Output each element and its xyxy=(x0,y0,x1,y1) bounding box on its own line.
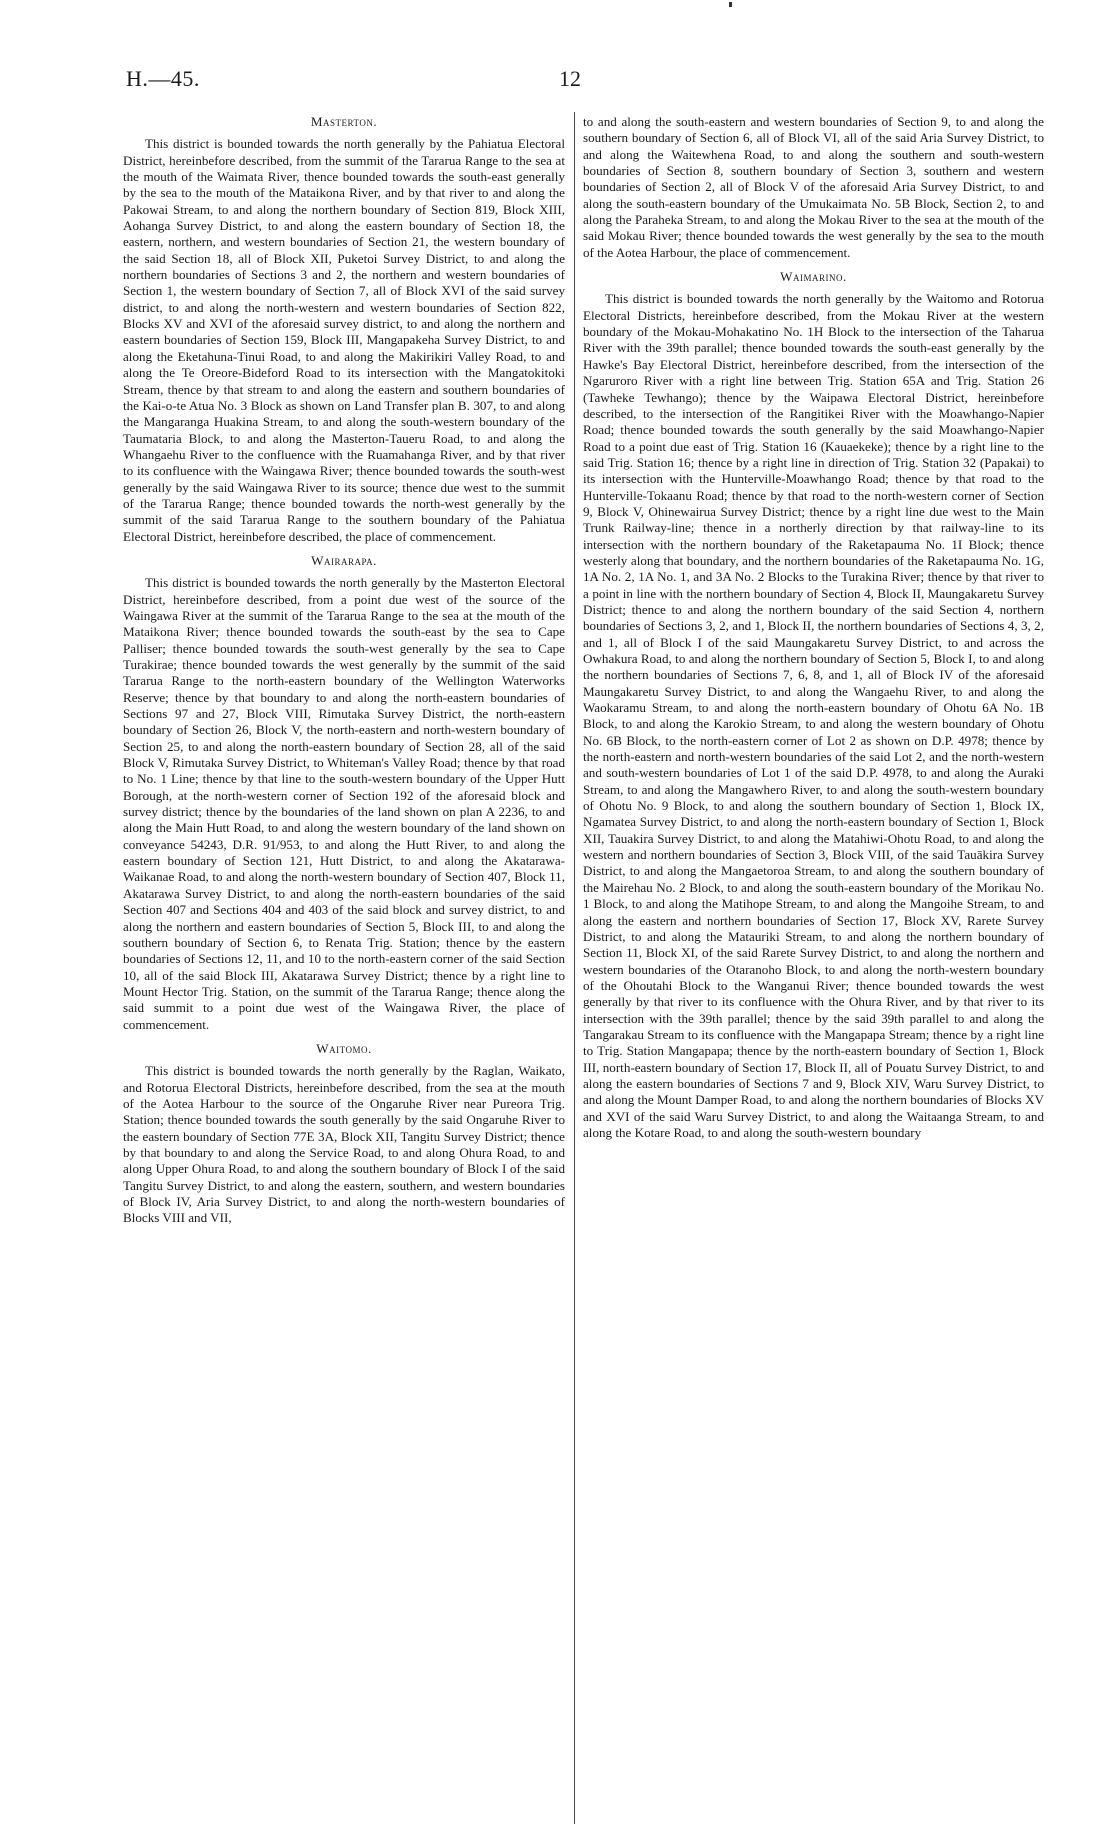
section-body: This district is bounded towards the north generally by the Masterton Electoral District, hereinbefore described, from a point due west of the source of the Waingawa River at the summit of the Tararua Range to the sea at the mouth of the Mataikona River; thence bounded towards the south-east by the sea to Cape Palliser; thence bounded towards the south-west generally by the sea to Cape Turakirae; thence bounded towards the west generally by the summit of the said Tararua Range to the north-eastern boundary of the Wellington Waterworks Reserve; thence by that boundary to and along the north-eastern boundaries of Sections 97 and 27, Block VIII, Rimutaka Survey District, the north-eastern boundary of Section 26, Block V, the north-eastern and north-western boundary of Section 25, to and along the north-eastern boundary of Section 28, all of the said Block V, Rimutaka Survey District, to Whiteman's Valley Road; thence by that road to No. 1 Line; thence by that line to the south-western boundary of the Upper Hutt Borough, at the north-western corner of Section 192 of the aforesaid block and survey district; thence by the boundaries of the land shown on plan A 2236, to and along the Main Hutt Road, to and along the western boundary of the land shown on conveyance 54243, D.R. 91/953, to and along the Hutt River, to and along the eastern boundary of Section 121, Hutt District, to and along the Akatarawa-Waikanae Road, to and along the north-western boundary of Section 407, Block 11, Akatarawa Survey District, to and along the north-eastern boundaries of the said Section 407 and Sections 404 and 403 of the said block and survey district, to and along the northern and eastern boundaries of Section 5, Block III, to and along the southern boundary of Section 6, to Renata Trig. Station; thence by the eastern boundaries of Sections 12, 11, and 10 to the north-eastern corner of the said Section 10, all of the said Block III, Akatarawa Survey District; thence by a right line to Mount Hector Trig. Station, on the summit of the Tararua Range; thence along the said summit to a point due west of the Waingawa River, the place of commencement. xyxy=(123,575,565,1032)
section-body-continuation: to and along the south-eastern and western boundaries of Section 9, to and along the southern boundary of Section 6, all of Block VI, all of the said Aria Survey District, to and along the Waitewhena Road, to and along the southern and south-western boundaries of Section 8, southern boundary of Section 3, southern and western boundaries of Section 2, all of Block V of the aforesaid Aria Survey District, to and along the south-eastern boundary of the Umukaimata No. 5B Block, Section 2, to and along the Paraheka Stream, to and along the Mokau River to the sea at the mouth of the said Mokau River; thence bounded towards the west generally by the sea to the mouth of the Aotea Harbour, the place of commencement. xyxy=(583,114,1044,260)
section-heading: Wairarapa. xyxy=(311,552,377,568)
section-heading: Masterton. xyxy=(310,114,378,129)
section-waimarino xyxy=(583,269,1044,1141)
stray-ink-mark xyxy=(729,2,732,7)
section-waitomo xyxy=(123,1041,565,1227)
left-column xyxy=(123,114,565,1824)
section-body: This district is bounded towards the north generally by the Waitomo and Rotorua Electoral Districts, hereinbefore described, from the Mokau River at the western boundary of the Mokau-Mohakatino No. 1H Block to the intersection of the Taharua River with the 39th parallel; thence bounded towards the south-east generally by the Hawke's Bay Electoral District, hereinbefore described, from the intersection of the Ngaruroro River with a right line between Trig. Station 65A and Trig. Station 26 (Tawheke Tewhango); thence by the Waipawa Electoral District, hereinbefore described, to the intersection of the Rangitikei River with the Moawhango-Napier Road; thence bounded towards the south generally by the said Moawhango-Napier Road to a point due east of Trig. Station 16 (Kauaekeke); thence by a right line to the said Trig. Station 16; thence by a right line in direction of Trig. Station 32 (Papakai) to its intersection with the Hunterville-Moawhango Road; thence by that road to the Hunterville-Tokaanu Road; thence by that road to the north-western corner of Section 9, Block V, Ohinewairua Survey District; thence by a right line due west to the Main Trunk Railway-line; thence in a northerly direction by that railway-line to its intersection with the northern boundary of the Raketapauma No. 1I Block; thence westerly along that boundary, and the northern boundaries of the Raketapauma No. 1G, 1A No. 2, 1A No. 1, and 3A No. 2 Blocks to the Turakina River; thence by that river to a point in line with the northern boundary of Section 4, Block II, Maungakaretu Survey District; thence to and along the northern boundary of the said Section 4, northern boundaries of Sections 3, 2, and 1, Block II, the northern boundaries of Sections 4, 3, 2, and 1, all of Block I of the said Maungakaretu Survey District, to and across the Owhakura Road, to and along the northern boundary of Section 5, Block I, to and along the northern boundaries of Sections 7, 6, 8, and 1, all of Block IV of the aforesaid Maungakaretu Survey District, to and along the Wangaehu River, to and along the Waokaramu Stream, to and along the north-eastern boundary of Ohotu 6A No. 1B Block, to and along the Karokio Stream, to and along the western boundary of Ohotu No. 6B Block, to the north-eastern corner of Lot 2 as shown on D.P. 4978; thence by the north-eastern and north-western boundaries of the said Lot 2, and the north-western and south-western boundaries of Lot 1 of the said D.P. 4978, to and along the Auraki Stream, to and along the Mangawhero River, to and along the south-western boundary of Ohotu No. 9 Block, to and along the southern boundary of Section 1, Block IX, Ngamatea Survey District, to and along the north-eastern boundary of Section 1, Block XII, Tauakira Survey District, to and along the Matahiwi-Ohotu Road, to and along the western and northern boundaries of Section 3, Block VIII, of the said Tauākira Survey District, to and along the Mangaetoroa Stream, to and along the southern boundary of the Mairehau No. 2 Block, to and along the south-eastern boundary of the Morikau No. 1 Block, to and along the Matihope Stream, to and along the Mangoihe Stream, to and along the eastern and northern boundaries of Section 17, Block XV, Rarete Survey District, to and along the Matauriki Stream, to and along the northern boundary of Section 11, Block XI, of the said Rarete Survey District, to and along the northern and western boundaries of the Otaranoho Block, to and along the north-western boundary of the Ohoutahi Block to the Wanganui River; thence bounded towards the west generally by that river to its confluence with the Ohura River, and by that river to its intersection with the 39th parallel; thence by the said 39th parallel to and along the Tangarakau Stream to its confluence with the Mangapapa Stream; thence by a right line to Trig. Station Mangapapa; thence by the north-eastern boundary of Section 1, Block III, north-eastern boundary of Section 17, Block II, all of Pouatu Survey District, to and along the eastern boundaries of Sections 7 and 9, Block XIV, Waru Survey District, to and along the Mount Damper Road, to and along the northern boundaries of Blocks XV and XVI of the said Waru Survey District, to and along the Waitaanga Stream, to and along the Kotare Road, to and along the south-western boundary xyxy=(583,291,1044,1140)
section-body: This district is bounded towards the north generally by the Raglan, Waikato, and Rotorua Electoral Districts, hereinbefore described, from the sea at the mouth of the Aotea Harbour to the source of the Ongaruhe River near Pureora Trig. Station; thence bounded towards the south generally by the said Ongaruhe River to the eastern boundary of Section 77E 3A, Block XII, Tangitu Survey District; thence by that boundary to and along the Service Road, to and along Ohura Road, to and along Upper Ohura Road, to and along the southern boundary of Block I of the said Tangitu Survey District, to and along the eastern, southern, and western boundaries of Block IV, Aria Survey District, to and along the north-western boundaries of Blocks VIII and VII, xyxy=(123,1063,565,1226)
section-waitomo-continued xyxy=(583,114,1044,261)
page-header xyxy=(0,66,1114,96)
right-column xyxy=(583,114,1044,1824)
section-heading: Waimarino. xyxy=(780,269,847,285)
column-divider xyxy=(574,112,575,1824)
page-number: 12 xyxy=(559,66,581,91)
section-body: This district is bounded towards the north generally by the Pahiatua Electoral District, hereinbefore described, from the summit of the Tararua Range to the sea at the mouth of the Waimata River, thence bounded towards the south-east generally by the sea to the mouth of the Mataikona River, and by that river to and along the Pakowai Stream, to and along the northern boundary of Section 819, Block XIII, Aohanga Survey District, to and along the eastern boundary of Section 18, the eastern, northern, and western boundaries of Section 21, the western boundary of the said Section 18, all of Block XII, Puketoi Survey District, to and along the northern boundaries of Sections 3 and 2, the northern and western boundaries of Section 1, the western boundary of Section 7, all of Block XVI of the said survey district, to and along the north-western and western boundaries of Section 822, Blocks XV and XVI of the aforesaid survey district, to and along the northern and eastern boundaries of Section 159, Block III, Mangapakeha Survey District, to and along the Eketahuna-Tinui Road, to and along the Makirikiri Valley Road, to and along the Te Oreore-Bideford Road to its intersection with the Mangatokitoki Stream, thence by that stream to and along the eastern and southern boundaries of the Kai-o-te Atua No. 3 Block as shown on Land Transfer plan B. 307, to and along the Mangaranga Huakina Stream, to and along the south-western boundary of the Taumataria Block, to and along the Masterton-Taueru Road, to and along the Whangaehu River to the confluence with the Ruamahanga River, and by that river to its confluence with the Waingawa River; thence bounded towards the south-west generally by the said Waingawa River to its source; thence due west to the summit of the Tararua Range; thence bounded towards the north-west generally by the summit of the said Tararua Range to the southern boundary of the Pahiatua Electoral District, hereinbefore described, the place of commencement. xyxy=(123,136,565,544)
section-heading: Waitomo. xyxy=(316,1040,372,1056)
section-masterton xyxy=(123,114,565,545)
document-id: H.—45. xyxy=(126,66,200,91)
section-wairarapa xyxy=(123,553,565,1033)
